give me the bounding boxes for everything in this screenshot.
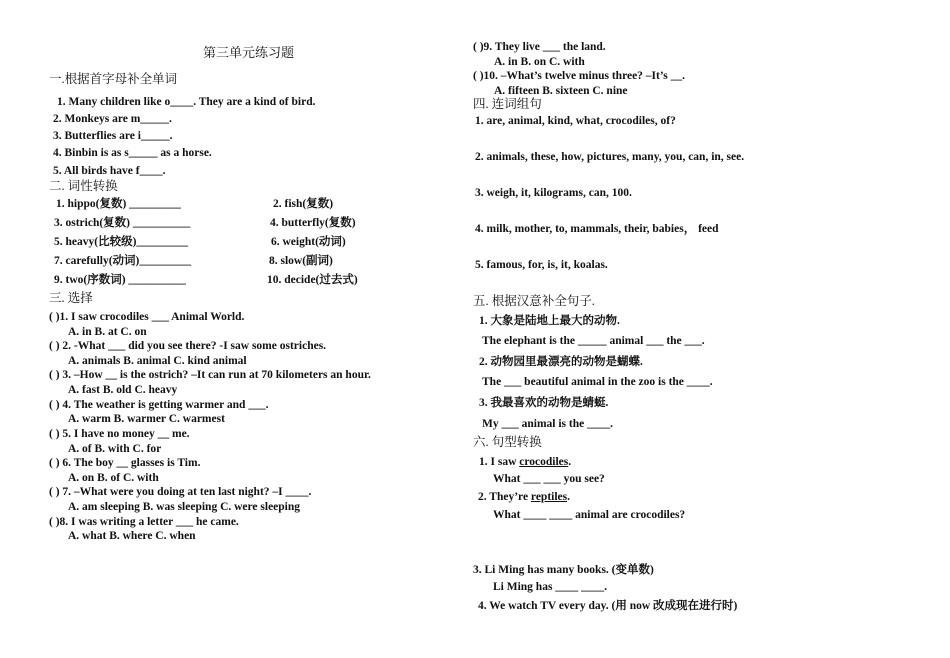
mc-options-1: A. in B. at C. on	[68, 326, 147, 338]
mc-options-4: A. warm B. warmer C. warmest	[68, 413, 225, 425]
section2-item-5: 5. heavy(比较级)_________	[54, 236, 189, 248]
section3-heading: 三. 选择	[49, 291, 93, 305]
section2-item-2: 2. fish(复数)	[273, 198, 334, 210]
section6-item-1-pre: 1. I saw	[479, 456, 520, 468]
section1-item-2: 2. Monkeys are m_____.	[53, 113, 172, 125]
section1-heading: 一.根据首字母补全单词	[49, 72, 178, 86]
mc-options-8: A. what B. where C. when	[68, 530, 196, 542]
section4-item-5: 5. famous, for, is, it, koalas.	[475, 259, 608, 271]
section6-item-3: 3. Li Ming has many books. (变单数)	[473, 564, 654, 576]
section4-item-1: 1. are, animal, kind, what, crocodiles, of?	[475, 115, 676, 127]
mc-options-3: A. fast B. old C. heavy	[68, 384, 178, 396]
mc-question-7: ( ) 7. –What were you doing at ten last night? –I ____.	[49, 486, 312, 498]
section4-heading: 四. 连词组句	[473, 97, 542, 111]
mc-question-8: ( )8. I was writing a letter ___ he came.	[49, 516, 239, 528]
section6-item-2-post: .	[567, 491, 570, 503]
section2-item-8: 8. slow(副词)	[269, 255, 333, 267]
mc-question-6: ( ) 6. The boy __ glasses is Tim.	[49, 457, 201, 469]
mc-options-10: A. fifteen B. sixteen C. nine	[494, 85, 628, 97]
section6-answer-2: What ____ ____ animal are crocodiles?	[493, 509, 686, 521]
section5-cn-1: 1. 大象是陆地上最大的动物.	[479, 315, 620, 327]
mc-options-9: A. in B. on C. with	[494, 56, 585, 68]
mc-question-9: ( )9. They live ___ the land.	[473, 41, 606, 53]
section6-item-1	[479, 455, 571, 469]
section2-item-9: 9. two(序数词) __________	[54, 274, 186, 286]
section2-item-1: 1. hippo(复数) _________	[56, 198, 181, 210]
section1-item-4: 4. Binbin is as s_____ as a horse.	[53, 147, 212, 159]
section5-en-1: The elephant is the _____ animal ___ the ___.	[482, 335, 705, 347]
section2-item-7: 7. carefully(动词)_________	[54, 255, 192, 267]
section2-item-4: 4. butterfly(复数)	[270, 217, 356, 229]
page-title: 第三单元练习题	[203, 45, 295, 60]
mc-question-4: ( ) 4. The weather is getting warmer and ___.	[49, 399, 269, 411]
section6-item-2-pre: 2. They’re	[478, 491, 531, 503]
mc-question-3: ( ) 3. –How __ is the ostrich? –It can run at 70 kilometers an hour.	[49, 369, 371, 381]
mc-question-2: ( ) 2. -What ___ did you see there? -I saw some ostriches.	[49, 340, 327, 352]
section1-item-5: 5. All birds have f____.	[53, 165, 166, 177]
mc-question-10: ( )10. –What’s twelve minus three? –It’s __.	[473, 70, 685, 82]
section6-heading: 六. 句型转换	[473, 435, 542, 449]
section2-item-3: 3. ostrich(复数) __________	[54, 217, 191, 229]
section6-item-2-underlined: reptiles	[530, 491, 568, 503]
section5-cn-2: 2. 动物园里最漂亮的动物是蝴蝶.	[479, 356, 643, 368]
section4-item-4: 4. milk, mother, to, mammals, their, babies， feed	[475, 223, 719, 235]
section6-answer-3: Li Ming has ____ ____.	[493, 581, 608, 593]
section6-item-1-underlined: crocodiles	[519, 456, 569, 468]
section2-item-6: 6. weight(动词)	[271, 236, 346, 248]
section6-answer-1: What ___ ___ you see?	[493, 473, 605, 485]
mc-question-1: ( )1. I saw crocodiles ___ Animal World.	[49, 311, 245, 323]
mc-question-5: ( ) 5. I have no money __ me.	[49, 428, 190, 440]
section6-item-2	[478, 490, 570, 504]
section4-item-3: 3. weigh, it, kilograms, can, 100.	[475, 187, 632, 199]
section4-item-2: 2. animals, these, how, pictures, many, you, can, in, see.	[475, 151, 745, 163]
section1-item-3: 3. Butterflies are i_____.	[53, 130, 173, 142]
section6-item-1-post: .	[568, 456, 572, 468]
section5-en-3: My ___ animal is the ____.	[482, 418, 613, 430]
mc-options-7: A. am sleeping B. was sleeping C. were sleeping	[68, 501, 301, 513]
section6-item-4: 4. We watch TV every day. (用 now 改成现在进行时)	[478, 600, 738, 612]
mc-options-5: A. of B. with C. for	[68, 443, 162, 455]
section2-heading: 二. 词性转换	[49, 179, 118, 193]
mc-options-2: A. animals B. animal C. kind animal	[68, 355, 247, 367]
section5-cn-3: 3. 我最喜欢的动物是蜻蜓.	[479, 397, 609, 409]
section5-heading: 五. 根据汉意补全句子.	[473, 294, 595, 308]
mc-options-6: A. on B. of C. with	[68, 472, 159, 484]
section5-en-2: The ___ beautiful animal in the zoo is the ____.	[482, 376, 713, 388]
section2-item-10: 10. decide(过去式)	[267, 274, 358, 286]
section1-item-1: 1. Many children like o____. They are a kind of bird.	[57, 96, 316, 108]
